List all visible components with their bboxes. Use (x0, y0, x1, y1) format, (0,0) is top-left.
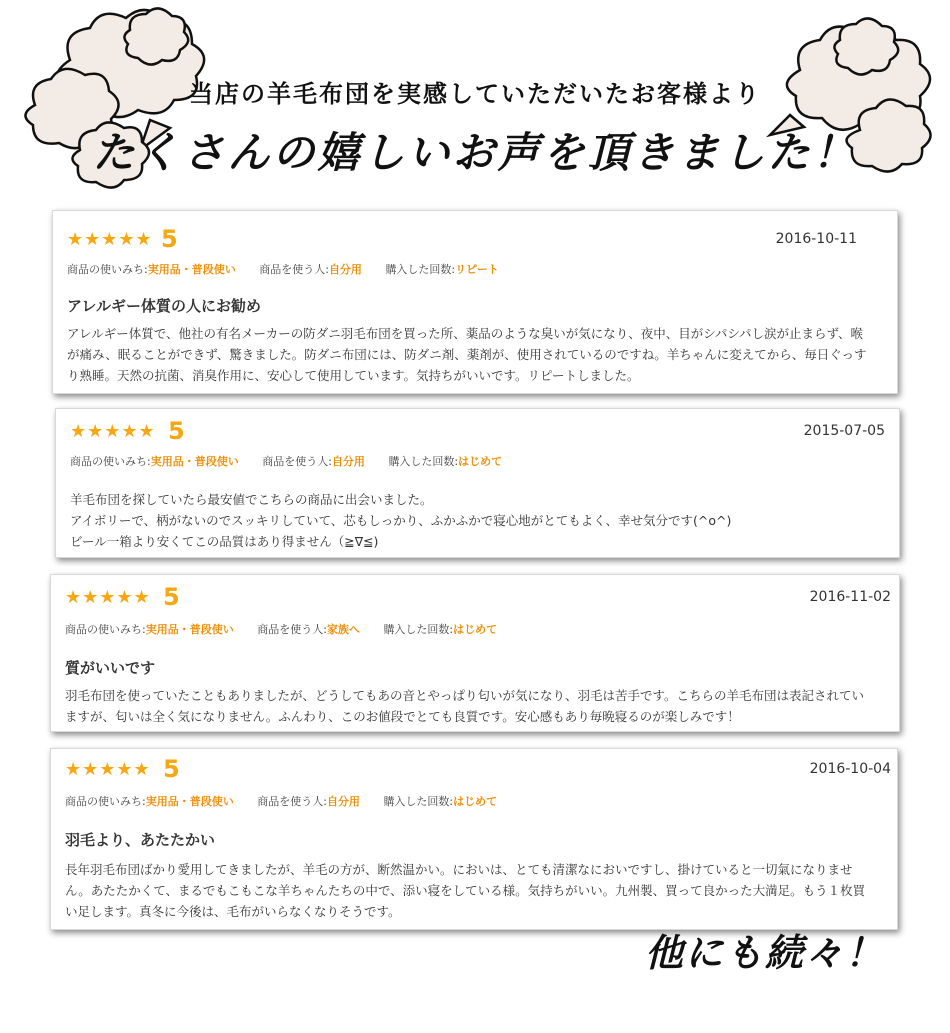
usage-label: 商品の使いみち: (65, 795, 146, 808)
star-rating-icon: ★★★★★ (65, 587, 151, 608)
user-label: 商品を使う人: (262, 455, 332, 468)
review-date: 2016-10-04 (809, 761, 891, 777)
review-date: 2016-10-11 (775, 231, 857, 247)
user-value: 家族へ (326, 623, 360, 636)
review-score: 5 (161, 225, 178, 253)
usage-value: 実用品・普段使い (150, 455, 239, 468)
review-score: 5 (163, 755, 180, 783)
count-value: はじめて (453, 795, 498, 808)
count-label: 購入した回数: (385, 263, 456, 276)
usage-value: 実用品・普段使い (145, 795, 234, 808)
count-value: はじめて (458, 455, 503, 468)
review-body-line: アイボリーで、柄がないのでスッキリしていて、芯もしっかり、ふかふかで寝心地がとてもよく、幸せ気分です(^o^) (70, 513, 732, 528)
usage-label: 商品の使いみち: (67, 263, 148, 276)
review-date: 2015-07-05 (803, 423, 885, 439)
review-card (50, 748, 898, 930)
review-body-line: 長年羽毛布団ばかり愛用してきましたが、羊毛の方が、断然温かい。においは、とても清潔なにおいですし、掛けていると一切氣になりませ (65, 862, 853, 877)
review-score: 5 (163, 583, 180, 611)
usage-value: 実用品・普段使い (147, 263, 236, 276)
review-body-line: 羊毛布団を探していたら最安値でこちらの商品に出会いました。 (70, 492, 433, 507)
review-card (52, 210, 898, 394)
review-meta (70, 453, 502, 469)
review-body-line: アレルギー体質で、他社の有名メーカーの防ダニ羽毛布団を買った所、薬品のような臭いが気になり、夜中、目がシパシパし涙が止まらず、喉 (67, 326, 863, 341)
usage-label: 商品の使いみち: (70, 455, 151, 468)
review-date: 2016-11-02 (809, 589, 891, 605)
review-meta (65, 621, 497, 637)
review-title: 質がいいです (65, 659, 156, 677)
review-body (65, 685, 891, 727)
usage-label: 商品の使いみち: (65, 623, 146, 636)
user-label: 商品を使う人: (257, 795, 327, 808)
user-label: 商品を使う人: (259, 263, 329, 276)
footer-more-reviews: 他にも続々！ (645, 931, 886, 975)
review-meta (67, 261, 499, 277)
review-body-line: り熟睡。天然の抗菌、消臭作用に、安心して使用しています。気持ちがいいです。リピートしました。 (67, 368, 640, 383)
star-rating-icon: ★★★★★ (70, 421, 156, 442)
review-body-line: 羽毛布団を使っていたこともありましたが、どうしてもあの音とやっぱり匂いが気になり、羽毛は苦手です。こちらの羊毛布団は表記されてい (65, 688, 865, 703)
review-body-line: ビール一箱より安くてこの品質はあり得ません（≧∇≦) (70, 534, 379, 549)
review-body (65, 859, 891, 922)
review-title: アレルギー体質の人にお勧め (67, 297, 262, 315)
count-value: はじめて (453, 623, 498, 636)
review-body-line: ますが、匂いは全く気になりません。ふんわり、このお値段でとても良質です。安心感もあり毎晩寝るのが楽しみです！ (65, 709, 740, 724)
header-title: たくさんの嬉しいお声を頂きました！ (92, 128, 858, 177)
review-card (55, 408, 900, 558)
user-value: 自分用 (328, 263, 362, 276)
review-score: 5 (168, 417, 185, 445)
count-label: 購入した回数: (383, 795, 454, 808)
user-value: 自分用 (331, 455, 365, 468)
review-body (70, 489, 890, 552)
review-body-line: が痛み、眠ることができず、驚きました。防ダニ布団には、防ダニ剤、薬剤が、使用されているのですね。羊ちゃんに変えてから、毎日ぐっす (67, 347, 867, 362)
user-label: 商品を使う人: (257, 623, 327, 636)
review-body-line: い足します。真冬に今後は、毛布がいらなくなりそうです。 (65, 904, 401, 919)
review-card (50, 574, 900, 732)
count-value: リピート (455, 263, 499, 276)
count-label: 購入した回数: (383, 623, 454, 636)
header (0, 0, 950, 200)
review-meta (65, 793, 497, 809)
user-value: 自分用 (326, 795, 360, 808)
review-body-line: ん。あたたかくて、まるでもこもこな羊ちゃんたちの中で、添い寝をしている様。気持ちがいい。九州製、買って良かった大満足。もう１枚買 (65, 883, 866, 898)
star-rating-icon: ★★★★★ (65, 759, 151, 780)
header-subtitle: 当店の羊毛布団を実感していただいたお客様より (189, 80, 761, 108)
star-rating-icon: ★★★★★ (67, 229, 153, 250)
review-title: 羽毛より、あたたかい (65, 831, 216, 849)
review-body (67, 323, 887, 386)
count-label: 購入した回数: (388, 455, 459, 468)
usage-value: 実用品・普段使い (145, 623, 234, 636)
